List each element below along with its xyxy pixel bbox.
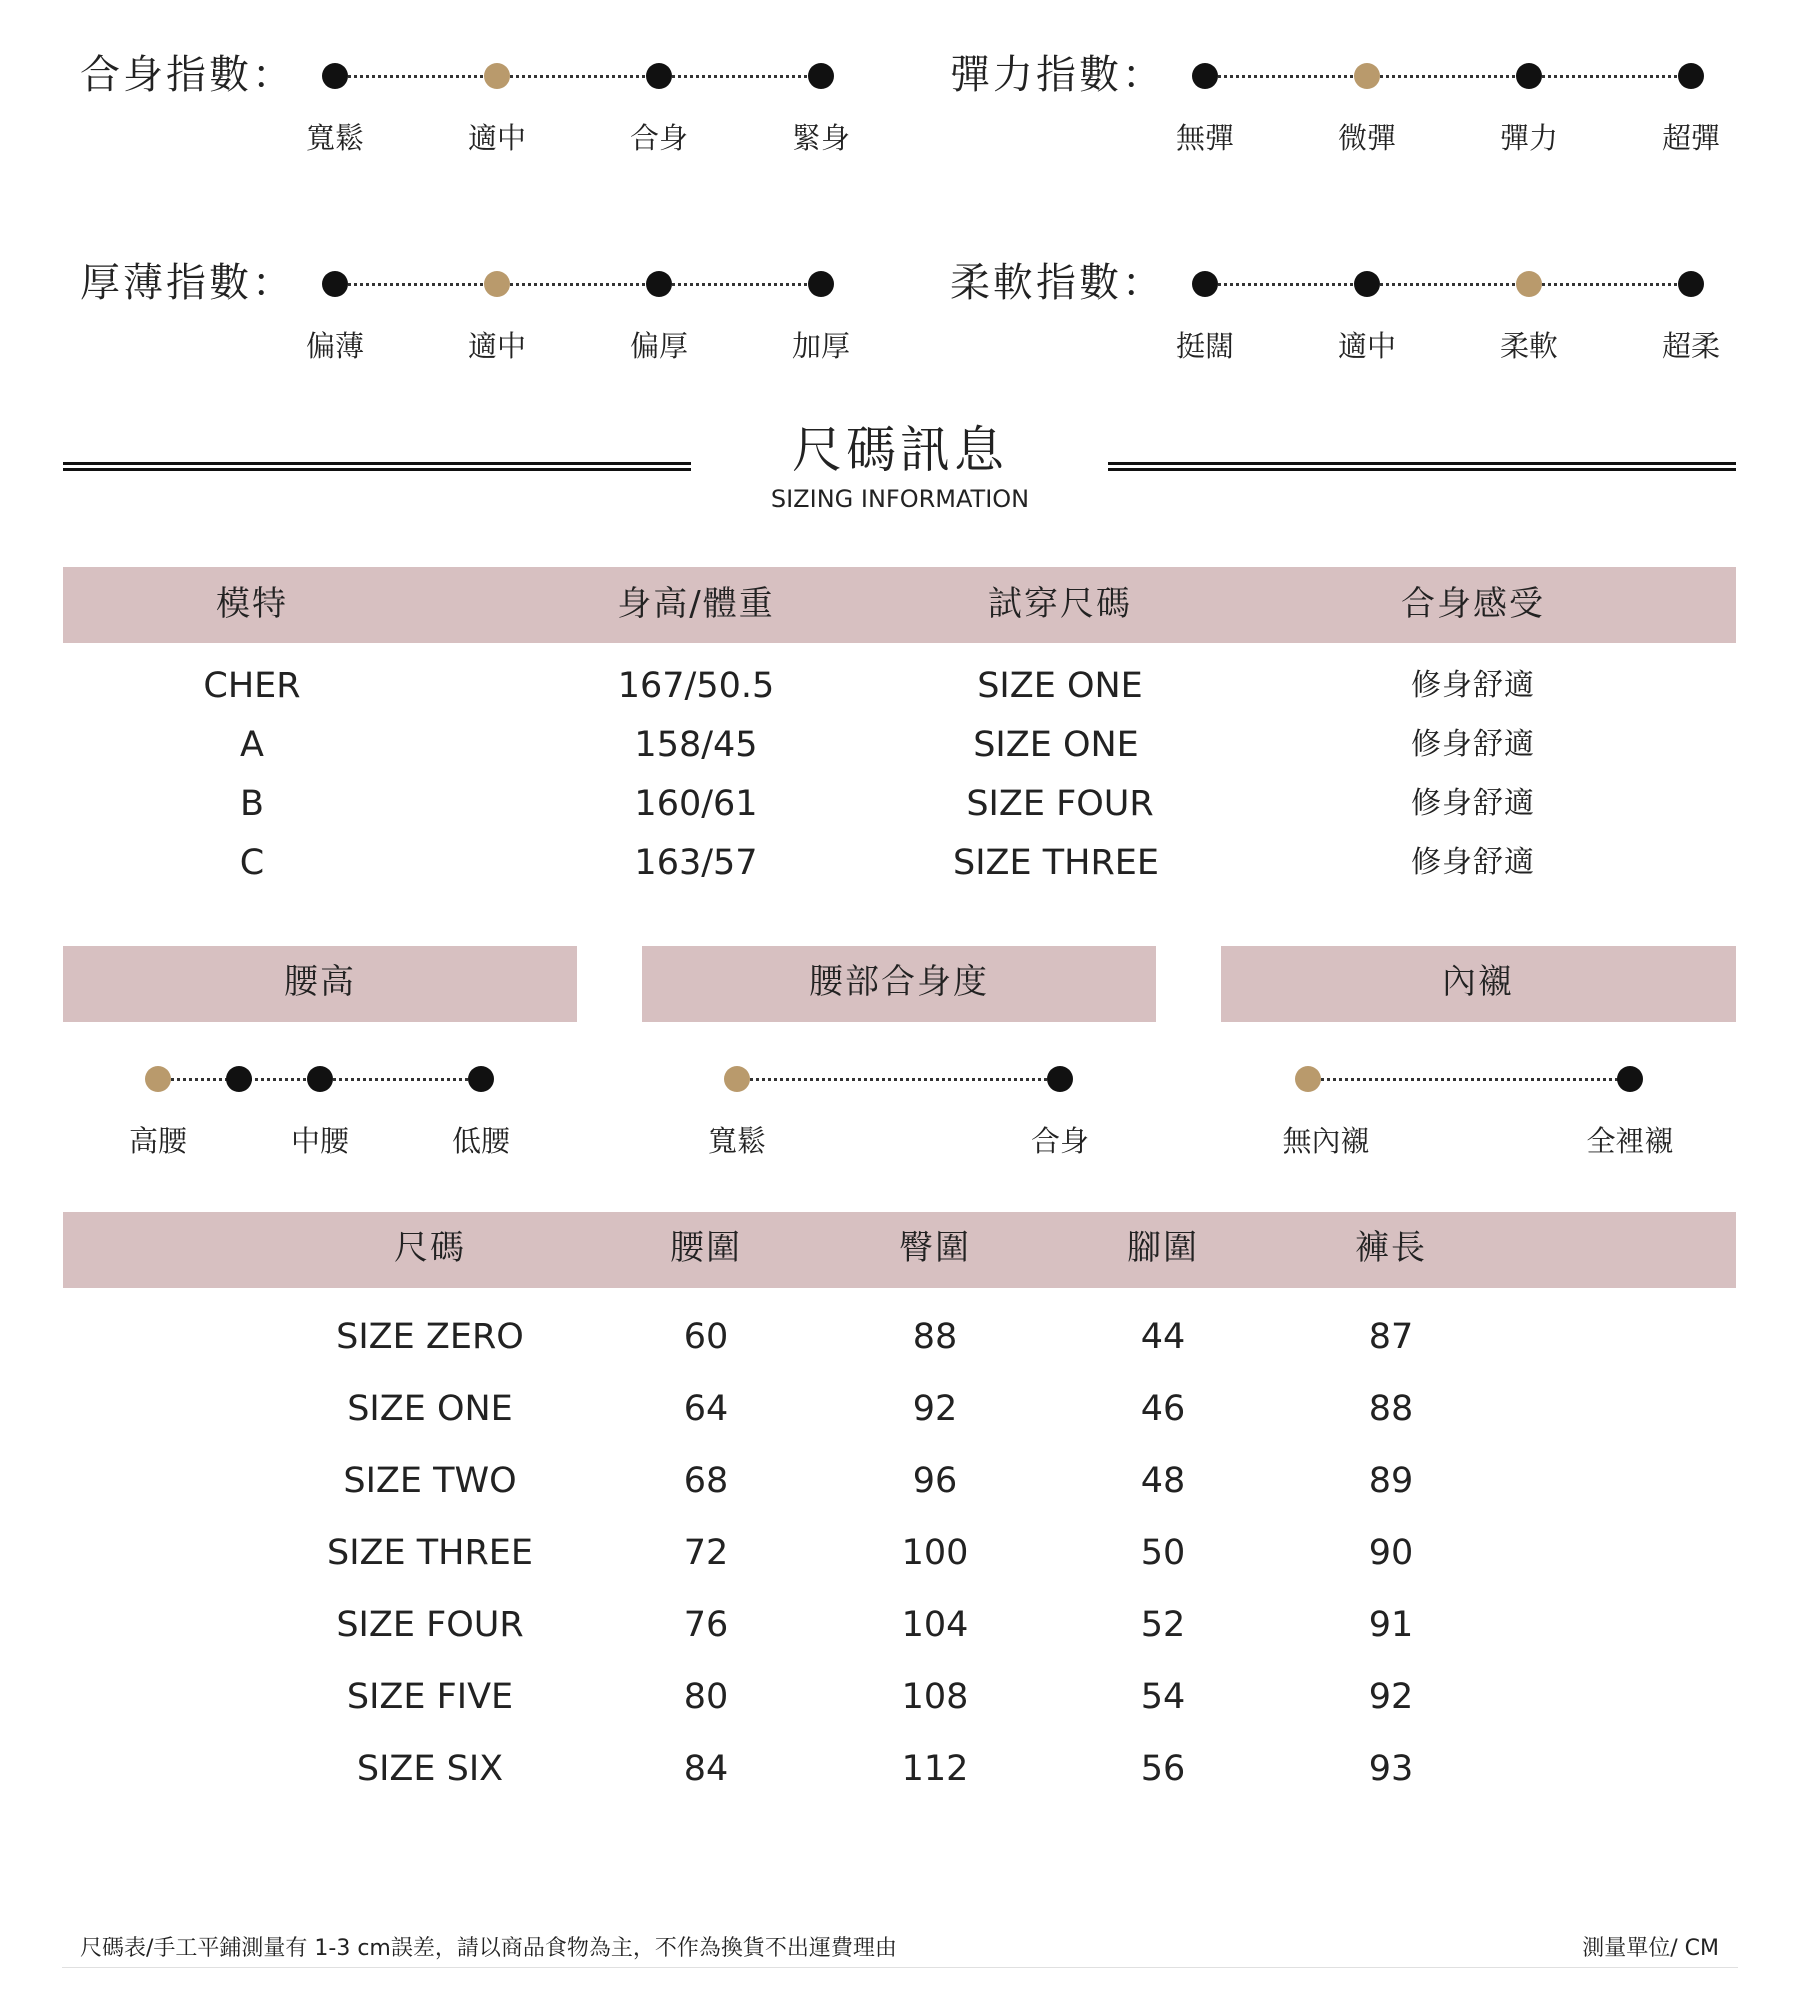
softness-index-dot [1192, 271, 1218, 297]
waist-height-dot-selected [145, 1066, 171, 1092]
stretch-index-dot [1678, 63, 1704, 89]
softness-index-track [1205, 283, 1691, 286]
lining-title: 內襯 [1442, 962, 1514, 1002]
model-cell: 167/50.5 [617, 666, 775, 706]
fit-index-label: 適中 [467, 121, 527, 155]
model-cell: SIZE ONE [973, 725, 1139, 765]
thickness-index-label: 適中 [467, 329, 527, 363]
model-cell: 修身舒適 [1411, 727, 1535, 762]
size-col-header: 褲長 [1355, 1228, 1427, 1268]
softness-index-label: 適中 [1337, 329, 1397, 363]
model-col-header: 模特 [216, 584, 288, 624]
waist-fit-dot [1047, 1066, 1073, 1092]
thickness-index-dot-selected [484, 271, 510, 297]
softness-index-dot [1354, 271, 1380, 297]
lining-dot [1617, 1066, 1643, 1092]
size-cell: 96 [912, 1461, 958, 1501]
size-cell: 100 [901, 1533, 969, 1573]
model-cell: 163/57 [634, 843, 758, 883]
size-cell: 56 [1140, 1749, 1186, 1789]
waist-height-label: 中腰 [290, 1124, 350, 1158]
softness-index-dot-selected [1516, 271, 1542, 297]
model-cell: SIZE THREE [952, 843, 1160, 883]
model-cell: 修身舒適 [1411, 668, 1535, 703]
thickness-index-label: 加厚 [791, 329, 851, 363]
model-cell: 修身舒適 [1411, 845, 1535, 880]
softness-index-label: 超柔 [1661, 329, 1721, 363]
size-cell: SIZE FOUR [336, 1605, 524, 1645]
model-cell: 160/61 [634, 784, 758, 824]
softness-index-label: 柔軟 [1499, 329, 1559, 363]
fit-index-dot [808, 63, 834, 89]
model-col-header: 合身感受 [1401, 584, 1545, 624]
thickness-index-track [335, 283, 821, 286]
stretch-index-dot [1192, 63, 1218, 89]
waist-height-label: 高腰 [128, 1124, 188, 1158]
thickness-index-dot [646, 271, 672, 297]
lining-label: 全裡襯 [1586, 1124, 1674, 1158]
model-cell: A [240, 725, 264, 765]
size-cell: 68 [683, 1461, 729, 1501]
size-cell: 93 [1368, 1749, 1414, 1789]
model-col-header: 身高/體重 [617, 584, 775, 624]
size-cell: 87 [1368, 1317, 1414, 1357]
footer-divider [62, 1967, 1738, 1968]
size-cell: SIZE TWO [343, 1461, 517, 1501]
size-cell: 80 [683, 1677, 729, 1717]
waist-height-dot [226, 1066, 252, 1092]
stretch-index-label: 彈力 [1499, 121, 1559, 155]
fit-index-title: 合身指數： [80, 52, 295, 98]
size-cell: 46 [1140, 1389, 1186, 1429]
model-cell: 修身舒適 [1411, 786, 1535, 821]
size-cell: 50 [1140, 1533, 1186, 1573]
size-cell: 104 [901, 1605, 969, 1645]
size-cell: SIZE ZERO [336, 1317, 524, 1357]
model-cell: C [239, 843, 265, 883]
waist-height-dot [468, 1066, 494, 1092]
size-cell: 92 [912, 1389, 958, 1429]
size-cell: 44 [1140, 1317, 1186, 1357]
section-title: 尺碼訊息 [792, 421, 1008, 479]
fit-index-dot [646, 63, 672, 89]
waist-height-title: 腰高 [284, 962, 356, 1002]
fit-index-dot [322, 63, 348, 89]
thickness-index-label: 偏薄 [305, 329, 365, 363]
size-cell: 112 [901, 1749, 969, 1789]
size-cell: 91 [1368, 1605, 1414, 1645]
waist-fit-title: 腰部合身度 [809, 962, 989, 1002]
size-cell: 76 [683, 1605, 729, 1645]
thickness-index-dot [322, 271, 348, 297]
size-col-header: 腰圍 [670, 1228, 742, 1268]
softness-index-title: 柔軟指數： [950, 260, 1165, 306]
model-cell: B [239, 784, 265, 824]
size-cell: SIZE THREE [326, 1533, 534, 1573]
size-cell: SIZE SIX [356, 1749, 504, 1789]
size-cell: 64 [683, 1389, 729, 1429]
waist-height-label: 低腰 [451, 1124, 511, 1158]
waist-fit-label: 合身 [1030, 1124, 1090, 1158]
size-cell: 60 [683, 1317, 729, 1357]
waist-height-dot [307, 1066, 333, 1092]
fit-index-track [335, 75, 821, 78]
stretch-index-label: 微彈 [1337, 121, 1397, 155]
lining-track [1308, 1078, 1630, 1081]
model-col-header: 試穿尺碼 [988, 584, 1132, 624]
fit-index-label: 寬鬆 [305, 121, 365, 155]
size-cell: 89 [1368, 1461, 1414, 1501]
softness-index-dot [1678, 271, 1704, 297]
thickness-index-label: 偏厚 [629, 329, 689, 363]
model-cell: 158/45 [634, 725, 758, 765]
size-col-header: 尺碼 [394, 1228, 466, 1268]
stretch-index-title: 彈力指數： [950, 52, 1165, 98]
waist-fit-track [737, 1078, 1061, 1081]
waist-fit-dot-selected [724, 1066, 750, 1092]
size-col-header: 腳圍 [1127, 1228, 1199, 1268]
softness-index-label: 挺闊 [1175, 329, 1235, 363]
model-cell: SIZE FOUR [966, 784, 1154, 824]
size-cell: 92 [1368, 1677, 1414, 1717]
size-cell: SIZE ONE [347, 1389, 513, 1429]
stretch-index-dot-selected [1354, 63, 1380, 89]
size-cell: 48 [1140, 1461, 1186, 1501]
section-subtitle: SIZING INFORMATION [770, 485, 1030, 513]
size-cell: 72 [683, 1533, 729, 1573]
lining-dot-selected [1295, 1066, 1321, 1092]
footer-unit: 測量單位/ CM [1582, 1936, 1719, 1961]
size-cell: 54 [1140, 1677, 1186, 1717]
thickness-index-title: 厚薄指數： [80, 260, 295, 306]
fit-index-label: 合身 [629, 121, 689, 155]
stretch-index-dot [1516, 63, 1542, 89]
waist-fit-label: 寬鬆 [707, 1124, 767, 1158]
size-col-header: 臀圍 [899, 1228, 971, 1268]
thickness-index-dot [808, 271, 834, 297]
model-cell: SIZE ONE [977, 666, 1143, 706]
size-cell: SIZE FIVE [346, 1677, 514, 1717]
size-cell: 88 [912, 1317, 958, 1357]
fit-index-label: 緊身 [791, 121, 851, 155]
fit-index-dot-selected [484, 63, 510, 89]
size-cell: 88 [1368, 1389, 1414, 1429]
model-cell: CHER [203, 666, 301, 706]
stretch-index-label: 超彈 [1661, 121, 1721, 155]
footer-note: 尺碼表/手工平鋪測量有 1-3 cm誤差，請以商品食物為主，不作為換貨不出運費理由 [80, 1936, 897, 1961]
size-cell: 108 [901, 1677, 969, 1717]
stretch-index-label: 無彈 [1175, 121, 1235, 155]
lining-label: 無內襯 [1282, 1124, 1370, 1158]
size-cell: 90 [1368, 1533, 1414, 1573]
size-cell: 84 [683, 1749, 729, 1789]
size-cell: 52 [1140, 1605, 1186, 1645]
stretch-index-track [1205, 75, 1691, 78]
